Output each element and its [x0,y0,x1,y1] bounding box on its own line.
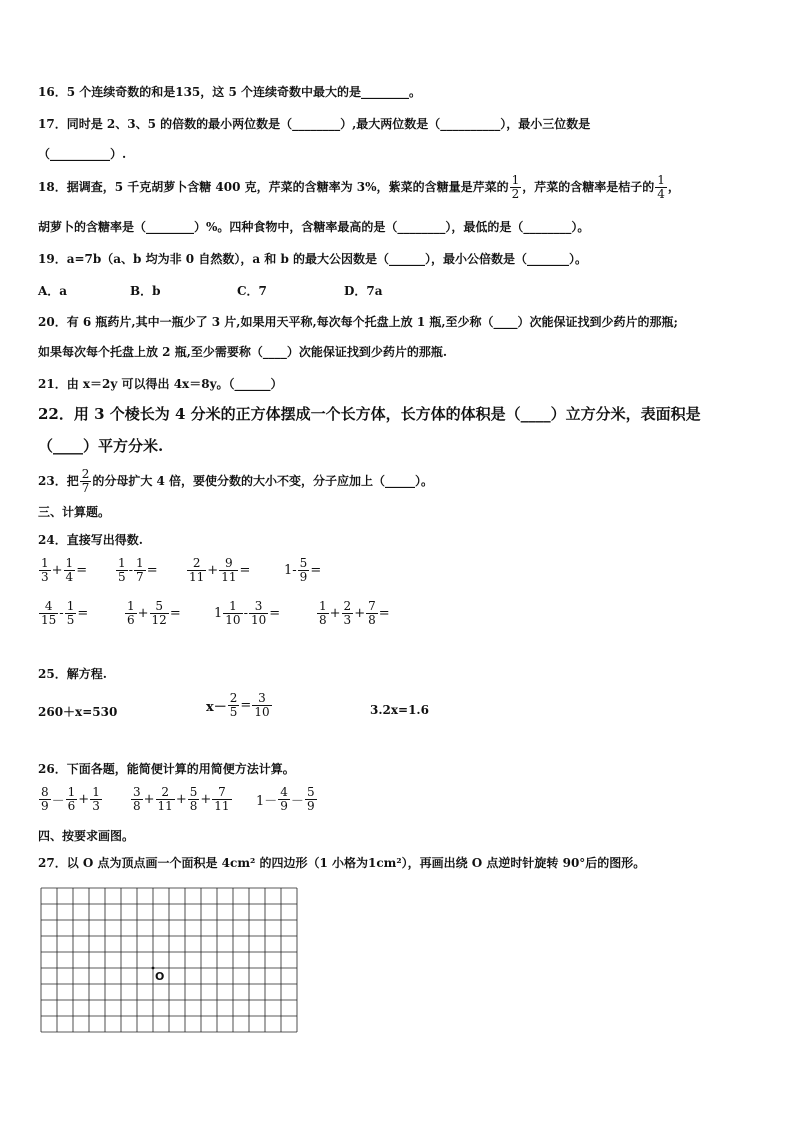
q26-expr-3: 1－ $\frac{4}{9}$ － $\frac{5}{9}$ [256,785,315,813]
option-b: B．b [130,284,161,298]
question-18-line2: 胡萝卜的含糖率是（________）%。四种食物中，含糖率最高的是（________），最低的是（________）。 [38,220,590,234]
question-19: 19．a=7b（a、b 均为非 0 自然数），a 和 b 的最大公因数是（______），最小公倍数是（_______）。 [38,252,588,266]
option-c: C．7 [237,284,267,298]
q25-equation-2: x－ $\frac{2}{5}$ = $\frac{3}{10}$ [206,691,270,719]
q24-expr-8: $\frac{1}{8}$ + $\frac{2}{3}$ + $\frac{7}{8}$ = [319,599,390,627]
q24-expr-4: 1- $\frac{5}{9}$ = [284,556,322,584]
q25-equation-3: 3.2x=1.6 [370,703,429,717]
drawing-grid[interactable] [40,887,300,1037]
question-26-title: 26．下面各题，能简便计算的用简便方法计算。 [38,762,295,776]
question-22-line2: （____）平方分米. [38,437,164,455]
question-20-line2: 如果每次每个托盘上放 2 瓶,至少需要称（____）次能保证找到少药片的那瓶. [38,345,448,359]
question-22-line1: 22．用 3 个棱长为 4 分米的正方体摆成一个长方体，长方体的体积是（____）立方分米，表面积是 [38,405,701,423]
grid-lines [41,888,297,1032]
question-16: 16．5 个连续奇数的和是135，这 5 个连续奇数中最大的是________。 [38,85,421,99]
q18-text-1: 18．据调查，5 千克胡萝卜含糖 400 克，芹菜的含糖率为 3%，紫菜的含糖量是芹菜的 [38,180,509,194]
q23-text-1: 23．把 [38,474,79,488]
q26-expr-1: $\frac{8}{9}$ － $\frac{1}{6}$ + $\frac{1}{3}$ [41,785,100,813]
q18-fraction-1: $\frac{1}{2}$ [511,173,520,201]
q23-text-2: 的分母扩大 4 倍，要使分数的大小不变，分子应加上（_____）。 [92,474,434,488]
q24-expr-7: 1 $\frac{1}{10}$ - $\frac{3}{10}$ = [214,599,281,627]
section-3-heading: 三、计算题。 [38,505,111,519]
q24-expr-6: $\frac{1}{6}$ + $\frac{5}{12}$ = [127,599,181,627]
q25-equation-1: 260＋x=530 [38,705,118,719]
q23-fraction: $\frac{2}{7}$ [81,467,90,495]
option-d: D．7a [344,284,383,298]
question-21: 21．由 x＝2y 可以得出 4x＝8y。（______） [38,377,283,391]
q18-fraction-2: $\frac{1}{4}$ [657,173,665,201]
q24-expr-3: $\frac{2}{11}$ + $\frac{9}{11}$ = [189,556,251,584]
q24-expr-1: $\frac{1}{3}$ + $\frac{1}{4}$ = [41,556,88,584]
point-o-label: O [155,970,165,983]
question-23 [38,466,433,496]
q26-expr-2: $\frac{3}{8}$ + $\frac{2}{11}$ + $\frac{5}{8}$ + $\frac{7}{11}$ [133,785,230,813]
option-a: A．a [38,284,68,298]
section-4-heading: 四、按要求画图。 [38,829,135,843]
question-17-line1: 17．同时是 2、3、5 的倍数的最小两位数是（________）,最大两位数是（__________），最小三位数是 [38,117,591,131]
q18-text-3: ， [667,180,680,194]
q18-text-2: ，芹菜的含糖率是桔子的 [522,180,655,194]
question-20-line1: 20．有 6 瓶药片,其中一瓶少了 3 片,如果用天平称,每次每个托盘上放 1 瓶,至少称（____）次能保证找到少药片的那瓶; [38,315,678,329]
question-19-options [38,283,383,299]
point-o-marker [152,967,155,970]
q24-expr-2: $\frac{1}{5}$ - $\frac{1}{7}$ = [118,556,158,584]
q24-expr-5: $\frac{4}{15}$ - $\frac{1}{5}$ = [41,599,89,627]
question-24-title: 24．直接写出得数. [38,533,143,547]
question-17-line2: （__________）. [38,147,127,161]
question-18-line1 [38,172,680,202]
question-25-title: 25．解方程. [38,667,107,681]
question-27: 27．以 O 点为顶点画一个面积是 4cm² 的四边形（1 小格为1cm²），再画出绕 O 点逆时针旋转 90°后的图形。 [38,856,646,870]
